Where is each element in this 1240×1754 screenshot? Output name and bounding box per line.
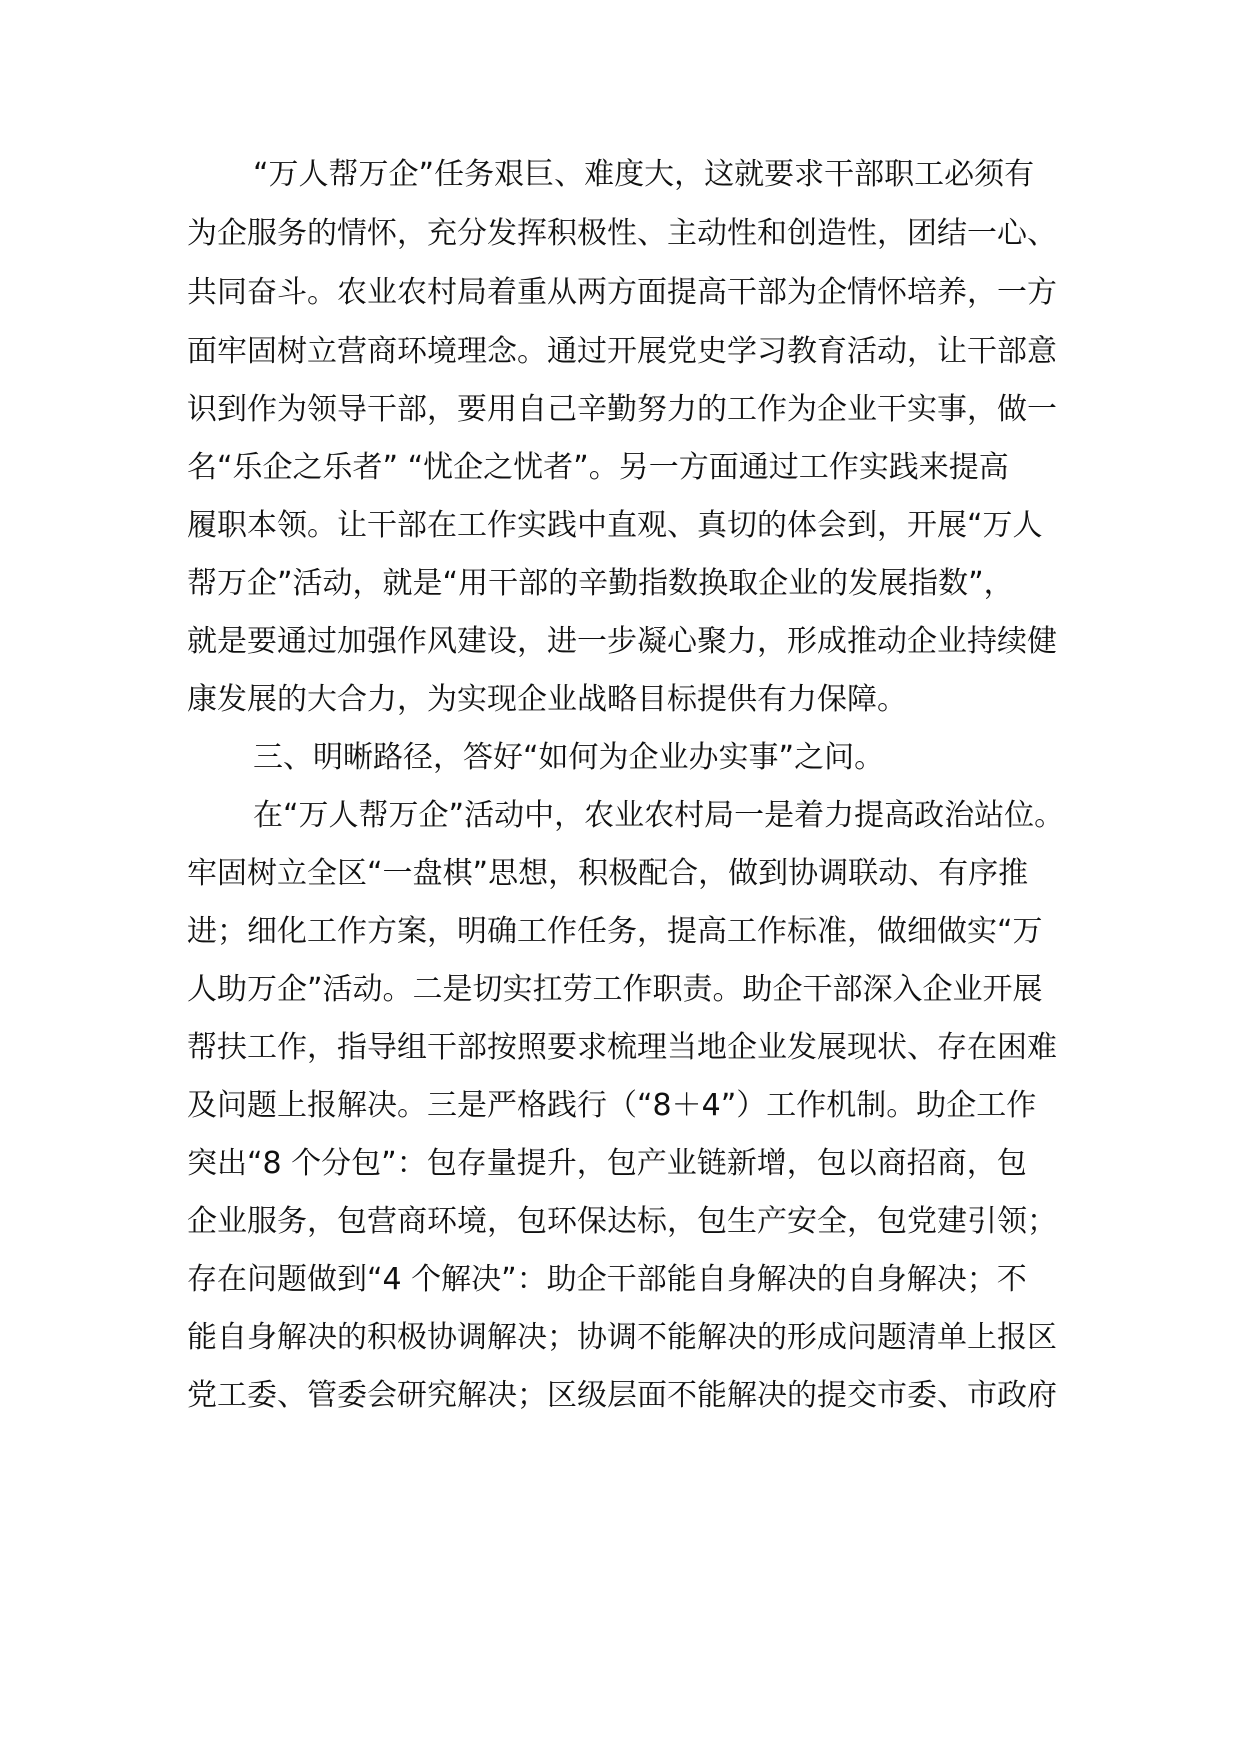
paragraph-line: 及问题上报解决。三是严格践行（“8＋4”）工作机制。助企工作 [187, 1088, 1037, 1123]
paragraph-line: 就是要通过加强作风建设，进一步凝心聚力，形成推动企业持续健 [187, 624, 1057, 659]
paragraph-line: 进；细化工作方案，明确工作任务，提高工作标准，做细做实“万 [187, 914, 1043, 949]
paragraph-line: “万人帮万企”任务艰巨、难度大，这就要求干部职工必须有 [253, 157, 1035, 192]
paragraph-line: 存在问题做到“4 个解决”：助企干部能自身解决的自身解决；不 [187, 1262, 1027, 1297]
paragraph-line: 名“乐企之乐者” “忧企之忧者”。另一方面通过工作实践来提高 [187, 450, 1009, 485]
paragraph-line: 在“万人帮万企”活动中，农业农村局一是着力提高政治站位。 [253, 798, 1065, 833]
paragraph-line: 为企服务的情怀，充分发挥积极性、主动性和创造性，团结一心、 [187, 216, 1057, 251]
paragraph-line: 帮万企”活动，就是“用干部的辛勤指数换取企业的发展指数”， [187, 566, 1014, 601]
paragraph-line: 牢固树立全区“一盘棋”思想，积极配合，做到协调联动、有序推 [187, 856, 1029, 891]
paragraph-line: 帮扶工作，指导组干部按照要求梳理当地企业发展现状、存在困难 [187, 1030, 1057, 1065]
paragraph-line: 党工委、管委会研究解决；区级层面不能解决的提交市委、市政府 [187, 1378, 1057, 1413]
paragraph-line: 共同奋斗。农业农村局着重从两方面提高干部为企情怀培养，一方 [187, 275, 1057, 310]
paragraph-line: 突出“8 个分包”：包存量提升，包产业链新增，包以商招商，包 [187, 1146, 1027, 1181]
paragraph-line: 人助万企”活动。二是切实扛劳工作职责。助企干部深入企业开展 [187, 972, 1043, 1007]
paragraph-line: 企业服务，包营商环境，包环保达标，包生产安全，包党建引领； [187, 1204, 1057, 1239]
paragraph-line: 识到作为领导干部，要用自己辛勤努力的工作为企业干实事，做一 [187, 392, 1057, 427]
paragraph-line: 康发展的大合力，为实现企业战略目标提供有力保障。 [187, 682, 907, 717]
paragraph-line: 履职本领。让干部在工作实践中直观、真切的体会到，开展“万人 [187, 508, 1043, 543]
paragraph-line: 能自身解决的积极协调解决；协调不能解决的形成问题清单上报区 [187, 1320, 1057, 1355]
paragraph-line: 面牢固树立营商环境理念。通过开展党史学习教育活动，让干部意 [187, 334, 1057, 369]
section-heading: 三、明晰路径，答好“如何为企业办实事”之问。 [253, 740, 885, 775]
